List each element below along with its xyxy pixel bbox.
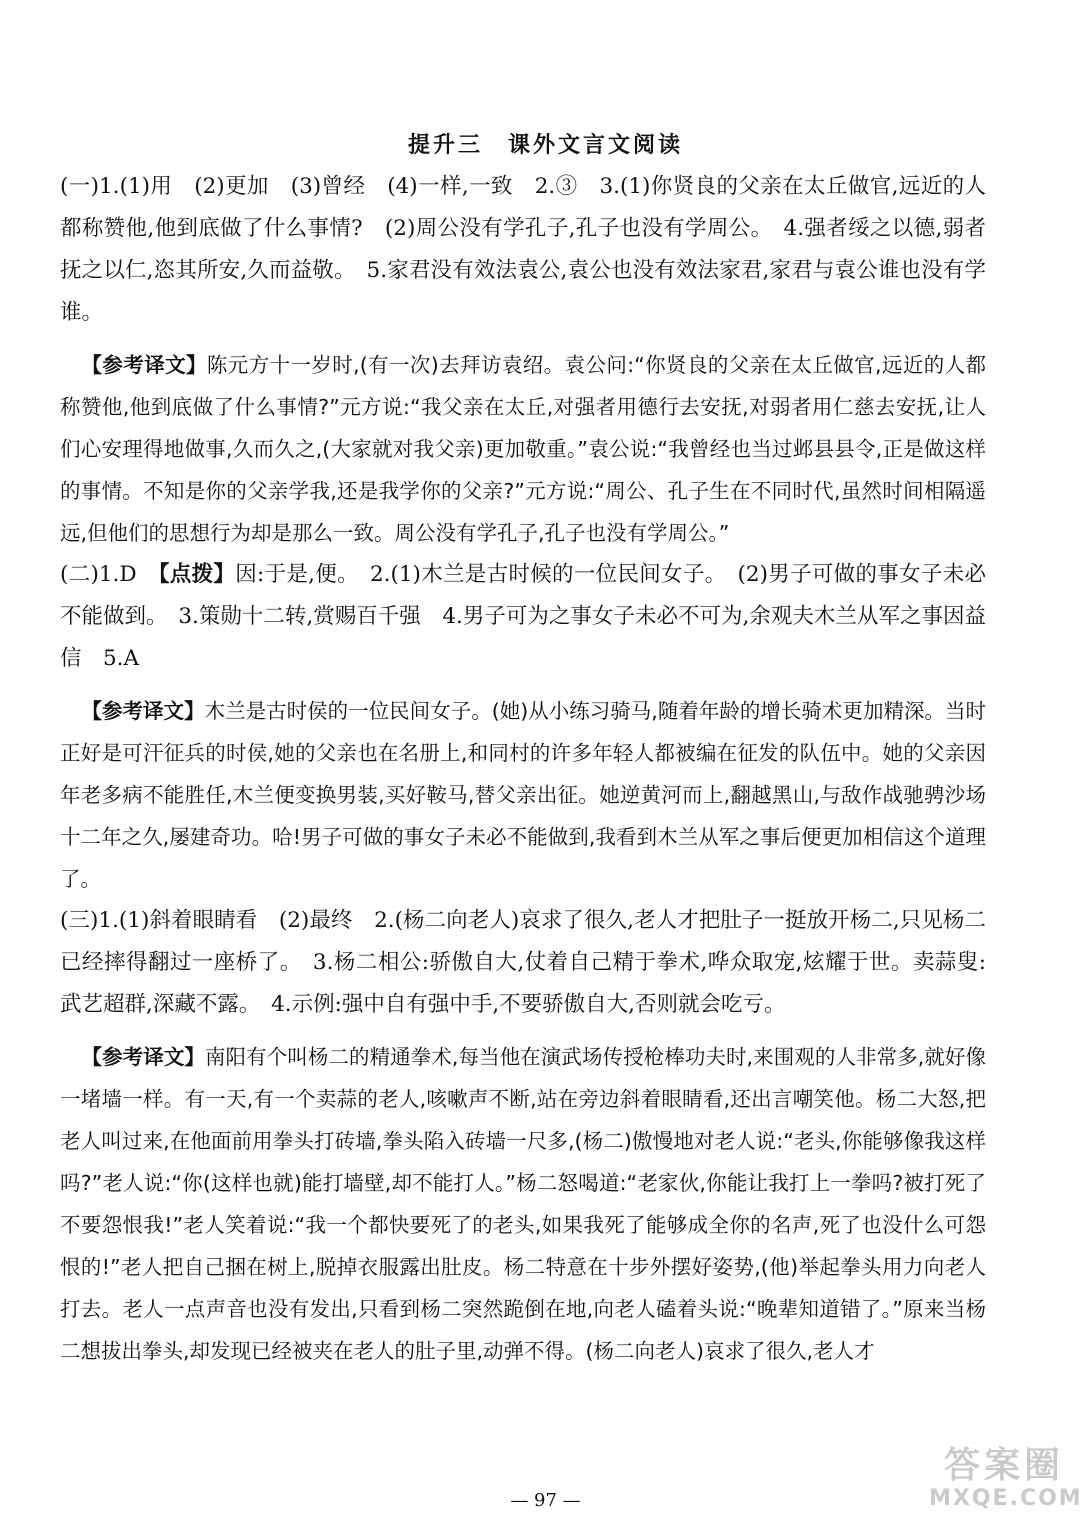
reference-translation-tag: 【参考译文】: [81, 353, 207, 377]
watermark-logo: [929, 1445, 1083, 1526]
watermark-en: MXQE.COM: [929, 1486, 1083, 1511]
answer-section-3: (三)1.(1)斜着眼睛看 (2)最终 2.(杨二向老人)哀求了很久,老人才把肚子一挺放开杨二,只见杨二已经摔得翻过一座桥了。 3.杨二相公:骄傲自大,仗着自己精于拳术,哗众取宠,炫耀于世。卖蒜叟:武艺超群,深藏不露。 4.示例:强中自有强中手,不要骄傲自大,否则就会吃亏。: [60, 908, 986, 1017]
translation-text: 陈元方十一岁时,(有一次)去拜访袁绍。袁公问:“你贤良的父亲在太丘做官,远近的人都称赞他,他到底做了什么事情?”元方说:“我父亲在太丘,对强者用德行去安抚,对弱者用仁慈去安抚,让人们心安理得地做事,久而久之,(大家就对我父亲)更加敬重。”袁公说:“我曾经也当过邺县县令,正是做这样的事情。不知是你的父亲学我,还是我学你的父亲?”元方说:“周公、孔子生在不同时代,虽然时间相隔遥远,但他们的思想行为却是那么一致。周公没有学孔子,孔子也没有学周公。”: [60, 353, 987, 545]
translation-section-1: [60, 344, 986, 554]
content-body: [60, 166, 986, 1372]
reference-translation-tag: 【参考译文】: [81, 1045, 205, 1069]
answer-text: 因:于是,便。 2.(1)木兰是古时候的一位民间女子。 (2)男子可做的事女子未必不能做到。 3.策勋十二转,赏赐百千强 4.男子可为之事女子未必不可为,余观夫木兰从军之事因益信 5.A: [60, 562, 986, 671]
reference-translation-tag: 【参考译文】: [81, 699, 205, 723]
translation-section-2: [60, 690, 986, 900]
watermark-cn: 答案圈: [943, 1445, 1064, 1486]
answer-section-1: (一)1.(1)用 (2)更加 (3)曾经 (4)一样,一致 2.③ 3.(1)你贤良的父亲在太丘做官,远近的人都称赞他,他到底做了什么事情? (2)周公没有学孔子,孔子也没有学周公。 4.强者绥之以德,弱者抚之以仁,恣其所安,久而益敬。 5.家君没有效法袁公,袁公也没有效法家君,家君与袁公谁也没有学谁。: [60, 174, 986, 325]
answer-section-2: [60, 554, 986, 680]
page-number: — 97 —: [510, 1490, 581, 1511]
hint-tag: 【点拨】: [158, 562, 236, 587]
translation-section-3: [60, 1036, 986, 1372]
page-title: 提升三 课外文言文阅读: [407, 132, 683, 158]
translation-text: 南阳有个叫杨二的精通拳术,每当他在演武场传授枪棒功夫时,来围观的人非常多,就好像一堵墙一样。有一天,有一个卖蒜的老人,咳嗽声不断,站在旁边斜着眼睛看,还出言嘲笑他。杨二大怒,把老人叫过来,在他面前用拳头打砖墙,拳头陷入砖墙一尺多,(杨二)傲慢地对老人说:“老头,你能够像我这样吗?”老人说:“你(这样也就)能打墙壁,却不能打人。”杨二怒喝道:“老家伙,你能让我打上一拳吗?被打死了不要怨恨我!”老人笑着说:“我一个都快要死了的老头,如果我死了能够成全你的名声,死了也没什么可怨恨的!”老人把自己捆在树上,脱掉衣服露出肚皮。杨二特意在十步外摆好姿势,(他)举起拳头用力向老人打去。老人一点声音也没有发出,只看到杨二突然跪倒在地,向老人磕着头说:“晚辈知道错了。”原来当杨二想拔出拳头,却发现已经被夹在老人的肚子里,动弹不得。(杨二向老人)哀求了很久,老人才: [60, 1045, 987, 1363]
answer-prefix: (二)1.D: [60, 562, 159, 587]
translation-text: 木兰是古时侯的一位民间女子。(她)从小练习骑马,随着年龄的增长骑术更加精深。当时正好是可汗征兵的时侯,她的父亲也在名册上,和同村的许多年轻人都被编在征发的队伍中。她的父亲因年老多病不能胜任,木兰便变换男装,买好鞍马,替父亲出征。她逆黄河而上,翻越黑山,与敌作战驰骋沙场十二年之久,屡建奇功。哈!男子可做的事女子未必不能做到,我看到木兰从军之事后便更加相信这个道理了。: [60, 699, 986, 891]
